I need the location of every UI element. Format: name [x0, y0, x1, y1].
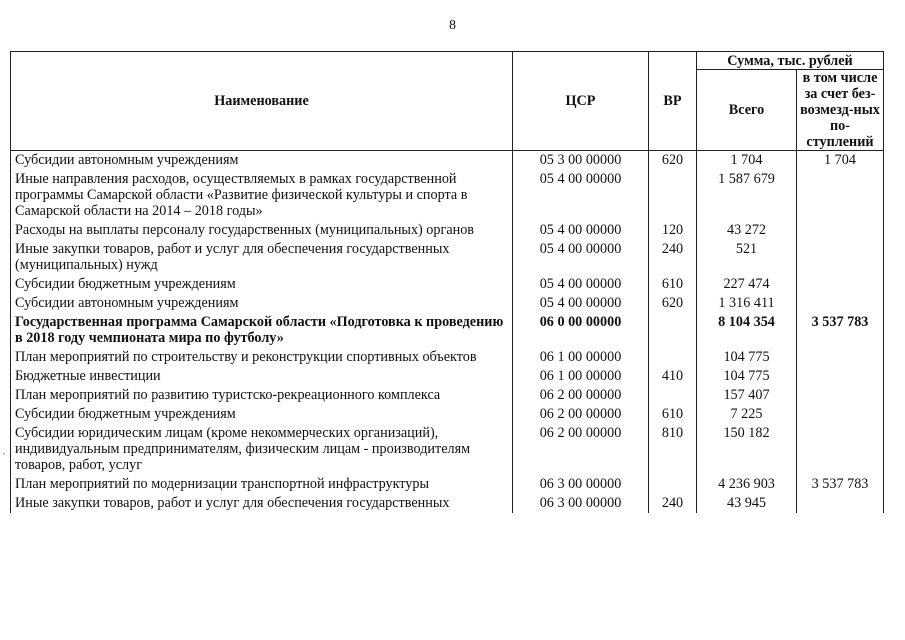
row-total: 1 316 411 [697, 294, 797, 313]
budget-table [10, 51, 884, 513]
row-free [797, 405, 884, 424]
row-free [797, 240, 884, 275]
row-free: 1 704 [797, 151, 884, 171]
row-total: 43 945 [697, 494, 797, 513]
row-free [797, 275, 884, 294]
row-total: 1 704 [697, 151, 797, 171]
row-csr: 05 4 00 00000 [513, 170, 649, 221]
table-row [11, 151, 884, 171]
row-name: Бюджетные инвестиции [11, 367, 513, 386]
row-free [797, 386, 884, 405]
row-name: Субсидии автономным учреждениям [11, 151, 513, 171]
row-csr: 06 2 00 00000 [513, 424, 649, 475]
row-free [797, 367, 884, 386]
row-csr: 05 4 00 00000 [513, 294, 649, 313]
row-name: Иные направления расходов, осуществляемых в рамках государственной программы Самарской области «Развитие физической культуры и спорта в Самарской области на 2014 – 2018 годы» [11, 170, 513, 221]
row-name: Субсидии бюджетным учреждениям [11, 405, 513, 424]
table-row [11, 170, 884, 221]
row-vr [649, 348, 697, 367]
row-free [797, 294, 884, 313]
table-row [11, 405, 884, 424]
table-row [11, 221, 884, 240]
header-csr: ЦСР [513, 52, 649, 151]
row-csr: 05 4 00 00000 [513, 221, 649, 240]
header-name: Наименование [11, 52, 513, 151]
row-name: Субсидии бюджетным учреждениям [11, 275, 513, 294]
row-free [797, 424, 884, 475]
margin-mark: ` [2, 452, 6, 464]
table-body [11, 151, 884, 514]
row-total: 227 474 [697, 275, 797, 294]
table-row [11, 275, 884, 294]
row-name: Иные закупки товаров, работ и услуг для обеспечения государственных (муниципальных) нужд [11, 240, 513, 275]
row-free [797, 348, 884, 367]
row-vr: 810 [649, 424, 697, 475]
row-csr: 05 4 00 00000 [513, 240, 649, 275]
row-vr: 610 [649, 275, 697, 294]
row-name: Субсидии автономным учреждениям [11, 294, 513, 313]
table-row [11, 240, 884, 275]
header-total: Всего [697, 70, 797, 151]
row-vr: 410 [649, 367, 697, 386]
row-vr: 120 [649, 221, 697, 240]
row-name: Иные закупки товаров, работ и услуг для обеспечения государственных [11, 494, 513, 513]
table-row [11, 348, 884, 367]
table-row [11, 386, 884, 405]
row-vr: 610 [649, 405, 697, 424]
row-total: 7 225 [697, 405, 797, 424]
row-name: План мероприятий по развитию туристско-рекреационного комплекса [11, 386, 513, 405]
row-vr [649, 475, 697, 494]
row-csr: 06 2 00 00000 [513, 386, 649, 405]
row-vr: 620 [649, 151, 697, 171]
table-row [11, 494, 884, 513]
row-vr: 620 [649, 294, 697, 313]
header-free: в том числе за счет без-возмезд-ных по-ступлений [797, 70, 884, 151]
header-sum: Сумма, тыс. рублей [697, 52, 884, 70]
row-csr: 06 1 00 00000 [513, 367, 649, 386]
row-csr: 06 3 00 00000 [513, 494, 649, 513]
row-total: 8 104 354 [697, 313, 797, 348]
row-csr: 06 0 00 00000 [513, 313, 649, 348]
row-free [797, 170, 884, 221]
row-name: План мероприятий по строительству и реконструкции спортивных объектов [11, 348, 513, 367]
page-number: 8 [449, 18, 456, 33]
row-vr [649, 170, 697, 221]
row-total: 43 272 [697, 221, 797, 240]
row-csr: 06 3 00 00000 [513, 475, 649, 494]
row-total: 104 775 [697, 367, 797, 386]
row-name: Субсидии юридическим лицам (кроме некоммерческих организаций), индивидуальным предпринимателям, физическим лицам - производителям товаров, работ, услуг [11, 424, 513, 475]
row-csr: 05 3 00 00000 [513, 151, 649, 171]
row-name: Государственная программа Самарской области «Подготовка к проведению в 2018 году чемпионата мира по футболу» [11, 313, 513, 348]
row-free [797, 221, 884, 240]
table-row [11, 294, 884, 313]
row-total: 521 [697, 240, 797, 275]
row-free [797, 494, 884, 513]
row-vr [649, 313, 697, 348]
row-total: 104 775 [697, 348, 797, 367]
row-name: План мероприятий по модернизации транспортной инфраструктуры [11, 475, 513, 494]
table-row [11, 424, 884, 475]
row-free: 3 537 783 [797, 313, 884, 348]
table-row [11, 313, 884, 348]
table-row [11, 367, 884, 386]
row-csr: 06 2 00 00000 [513, 405, 649, 424]
row-vr [649, 386, 697, 405]
row-total: 4 236 903 [697, 475, 797, 494]
row-total: 157 407 [697, 386, 797, 405]
row-total: 1 587 679 [697, 170, 797, 221]
table-header [11, 52, 884, 151]
table-row [11, 475, 884, 494]
row-csr: 05 4 00 00000 [513, 275, 649, 294]
row-vr: 240 [649, 494, 697, 513]
row-csr: 06 1 00 00000 [513, 348, 649, 367]
row-free: 3 537 783 [797, 475, 884, 494]
row-vr: 240 [649, 240, 697, 275]
row-total: 150 182 [697, 424, 797, 475]
row-name: Расходы на выплаты персоналу государственных (муниципальных) органов [11, 221, 513, 240]
header-vr: ВР [649, 52, 697, 151]
